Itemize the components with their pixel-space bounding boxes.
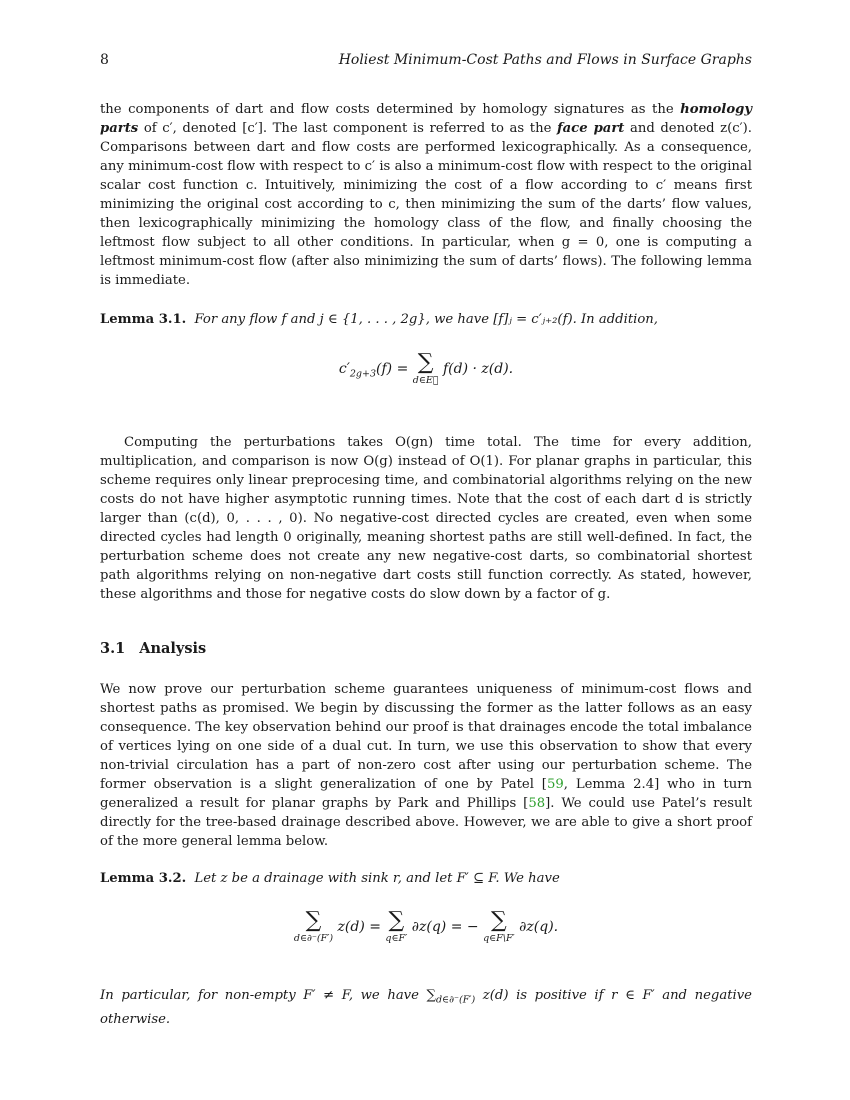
sum-symbol-2: ∑ q∈F′ (385, 908, 408, 944)
citation-59[interactable]: 59 (546, 777, 564, 792)
equation-lemma-3-1 (100, 352, 752, 386)
eq-lhs: c′ (338, 360, 350, 377)
section-number: 3.1 (100, 640, 126, 657)
lemma-3-2 (100, 869, 752, 888)
tail-text-2: z(d) is positive if r ∈ F′ and negative otherwise. (100, 988, 752, 1027)
sum-symbol-1: ∑ d∈∂⁻(F′) (293, 908, 334, 944)
lemma-3-2-tail (100, 986, 752, 1029)
para1-text-3: and denoted z(c′). Comparisons between dart and flow costs are performed lexicographically. As a consequence, any minimum-cost flow with respect to c′ is also a minimum-cost flow with respect to the original scalar cost function c. Intuitively, minimizing the cost of a flow according to c′ means first minimizing the original cost according to c, then minimizing the sum of the darts’ flow values, then lexicographically minimizing the homology class of the flow, and finally choosing the leftmost flow subject to all other conditions. In particular, when g = 0, one is computing a leftmost minimum-cost flow (after also minimizing the sum of darts’ flows). The following lemma is immediate. (100, 121, 752, 288)
tail-sub: d∈∂⁻(F′) (435, 994, 476, 1006)
eq2-term3: ∂z(q). (519, 918, 559, 935)
lemma-3-1-head: Lemma 3.1. (100, 312, 187, 327)
tail-text-1: In particular, for non-empty F′ ≠ F, we have ∑ (100, 988, 436, 1003)
page-number: 8 (100, 52, 109, 68)
sum1-sub: d∈∂⁻(F′) (293, 933, 334, 944)
paragraph-perturbations (100, 433, 752, 604)
sum-symbol: ∑ d∈E⃗ (412, 350, 439, 386)
lemma-3-1 (100, 310, 752, 329)
eq-mid: (f) = (376, 360, 413, 377)
section-heading (100, 640, 206, 657)
term-face-part: face part (556, 121, 625, 136)
eq2-term1: z(d) = (337, 918, 386, 935)
para3-text-1: We now prove our perturbation scheme guarantees uniqueness of minimum-cost flows and shortest paths as promised. We begin by discussing the former as the latter follows as an easy consequence. The key observation behind our proof is that drainages encode the total imbalance of vertices lying on one side of a dual cut. In turn, we use this observation to show that every non-trivial circulation has a part of non-zero cost after using our perturbation scheme. The former observation is a slight generalization of one by Patel [ (100, 682, 752, 792)
para1-text-1: the components of dart and flow costs determined by homology signatures as the (100, 102, 681, 117)
paragraph-analysis (100, 680, 752, 851)
sum3-sub: q∈F\F′ (483, 933, 515, 944)
section-title: Analysis (139, 640, 207, 657)
citation-58[interactable]: 58 (528, 796, 546, 811)
eq-rhs: f(d) · z(d). (442, 360, 514, 377)
lemma-3-2-head: Lemma 3.2. (100, 871, 187, 886)
para1-text-2: of c′, denoted [c′]. The last component is referred to as the (138, 121, 557, 136)
lemma-3-2-text: Let z be a drainage with sink r, and let F′ ⊆ F. We have (194, 871, 560, 886)
eq-lhs-sub: 2g+3 (349, 368, 377, 380)
sum-symbol-3: ∑ q∈F\F′ (483, 908, 515, 944)
eq2-term2: ∂z(q) = − (411, 918, 484, 935)
para2-text: Computing the perturbations takes O(gn) time total. The time for every addition, multiplication, and comparison is now O(g) instead of O(1). For planar graphs in particular, this scheme requires only linear preprocesing time, and combinatorial algorithms relying on the new costs do not have higher asymptotic running times. Note that the cost of each dart d is strictly larger than (c(d), 0, . . . , 0). No negative-cost directed cycles are created, even when some directed cycles had length 0 originally, meaning shortest paths are still well-defined. In fact, the perturbation scheme does not create any new negative-cost darts, so combinatorial shortest path algorithms relying on non-negative dart costs still function correctly. As stated, however, these algorithms and those for negative costs do slow down by a factor of g. (100, 435, 752, 602)
para3-text-3: ]. We could use Patel’s result directly for the tree-based drainage described above. However, we are able to give a short proof of the more general lemma below. (100, 796, 753, 849)
paper-page (100, 0, 752, 1100)
lemma-3-1-text: For any flow f and j ∈ {1, . . . , 2g}, we have [f]ⱼ = c′ⱼ₊₂(f). In addition, (194, 312, 658, 327)
term-homology-parts: homology parts (100, 102, 752, 136)
paragraph-homology-parts (100, 100, 752, 290)
sum2-sub: q∈F′ (385, 933, 408, 944)
para3-text-2: , Lemma 2.4] who in turn generalized a result for planar graphs by Park and Phillips [ (100, 777, 752, 811)
equation-lemma-3-2 (100, 910, 752, 944)
eq-sum-sub: d∈E⃗ (412, 375, 439, 386)
running-title: Holiest Minimum-Cost Paths and Flows in Surface Graphs (338, 52, 752, 68)
